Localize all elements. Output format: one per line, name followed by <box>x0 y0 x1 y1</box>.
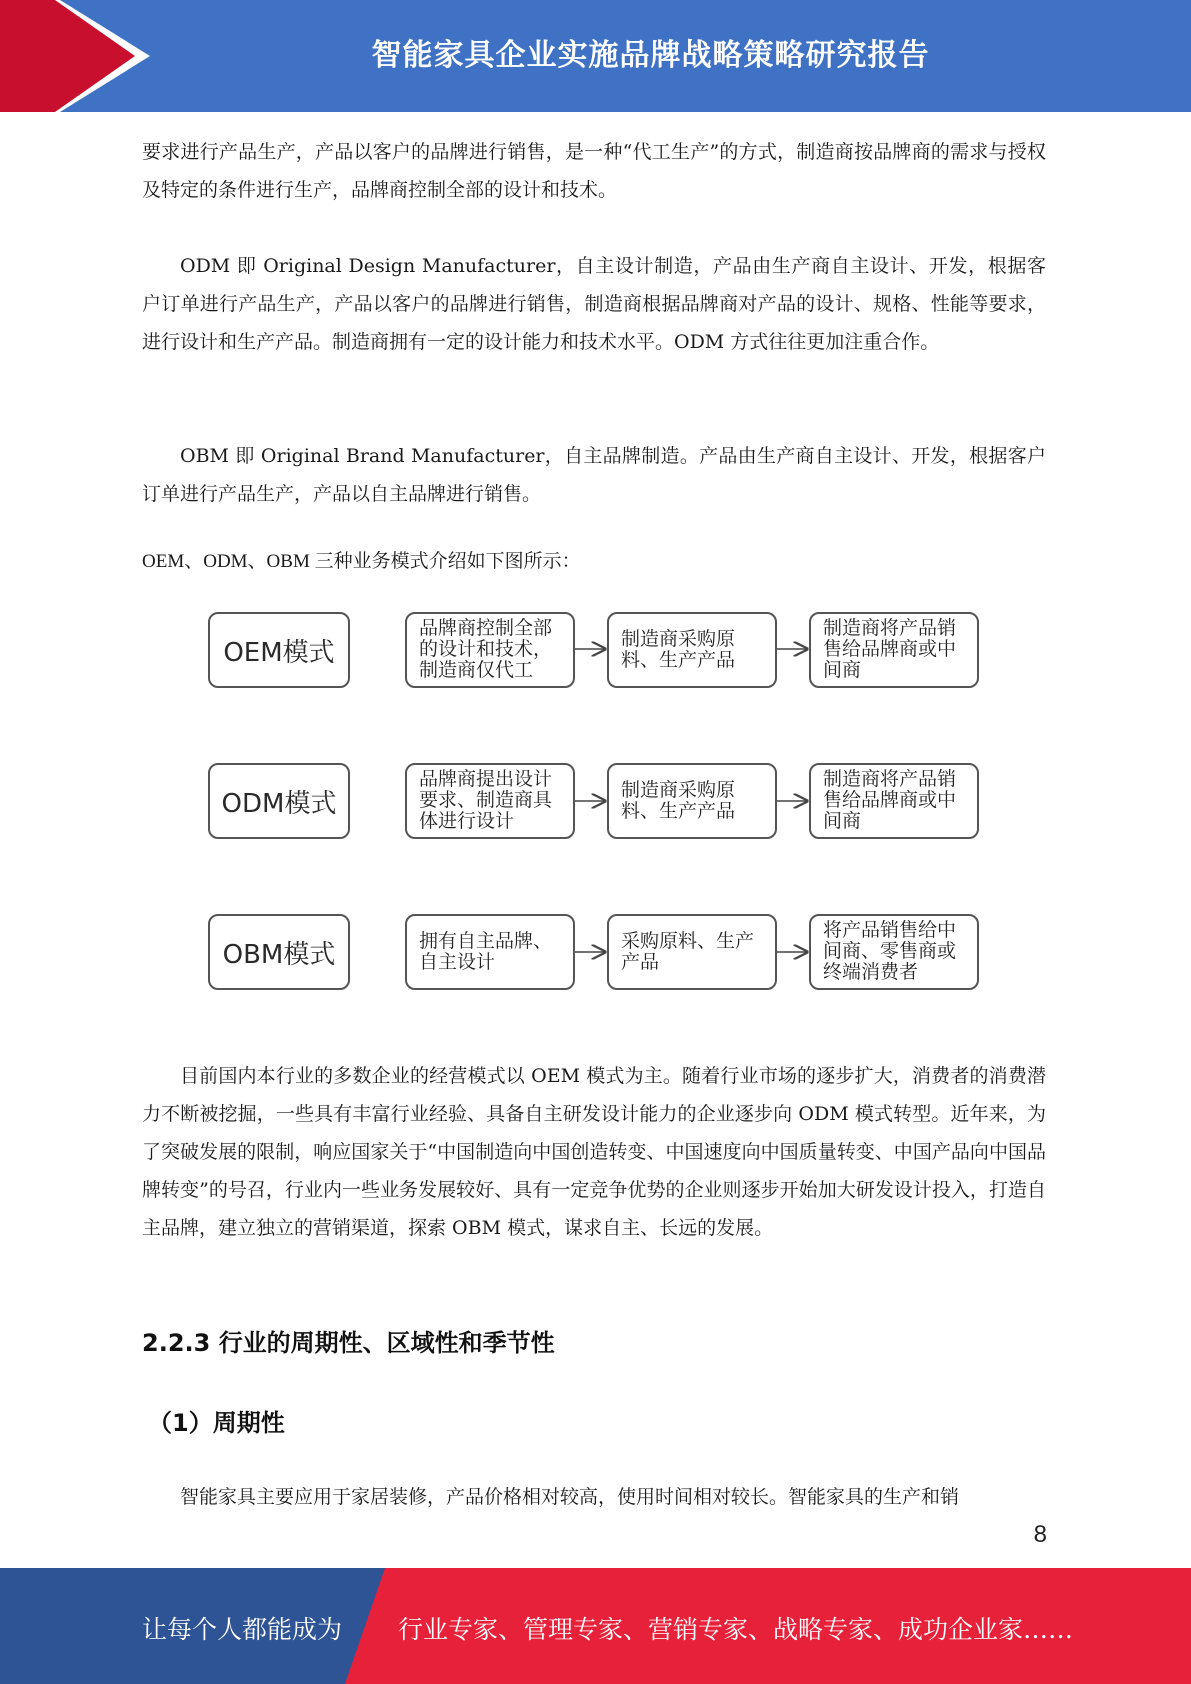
obm-step-3: 将产品销售给中间商、零售商或终端消费者 <box>809 914 979 990</box>
header-arrow-decoration <box>0 0 160 112</box>
paragraph-text: 智能家具主要应用于家居装修，产品价格相对较高，使用时间相对较长。智能家具的生产和销 <box>180 1486 960 1508</box>
page-footer <box>0 1568 1191 1684</box>
paragraph-odm <box>142 247 1046 361</box>
page-header <box>0 0 1191 112</box>
footer-slogan-left: 让每个人都能成为 <box>142 1615 343 1644</box>
odm-mode-box: ODM模式 <box>208 763 350 839</box>
caption-text: OEM、ODM、OBM 三种业务模式介绍如下图所示： <box>142 551 581 572</box>
paragraph-obm <box>142 437 1046 513</box>
oem-mode-box: OEM模式 <box>208 612 350 688</box>
oem-step-3: 制造商将产品销售给品牌商或中间商 <box>809 612 979 688</box>
business-model-diagram <box>200 600 1000 1010</box>
header-title: 智能家具企业实施品牌战略策略研究报告 <box>371 38 930 73</box>
paragraph-text: 目前国内本行业的多数企业的经营模式以 OEM 模式为主。随着行业市场的逐步扩大，消费者的消费潜力不断被挖掘，一些具有丰富行业经验、具备自主研发设计能力的企业逐步向 ODM 模式转型。近年来，为了突破发展的限制，响应国家关于“中国制造向中国创造转变、中国速度向中国质量转变、中国产品向中国品牌转变”的号召，行业内一些业务发展较好、具有一定竞争优势的企业则逐步开始加大研发设计投入，打造自主品牌，建立独立的营销渠道，探索 OBM 模式，谋求自主、长远的发展。 <box>142 1065 1046 1239</box>
paragraph-text: OBM 即 Original Brand Manufacturer，自主品牌制造。产品由生产商自主设计、开发，根据客户订单进行产品生产，产品以自主品牌进行销售。 <box>142 445 1046 505</box>
obm-mode-box: OBM模式 <box>208 914 350 990</box>
paragraph-oem-continued <box>142 133 1046 209</box>
paragraph-cyclicality <box>142 1478 1046 1516</box>
diagram-caption <box>142 543 1046 581</box>
odm-step-3: 制造商将产品销售给品牌商或中间商 <box>809 763 979 839</box>
oem-step-1: 品牌商控制全部的设计和技术，制造商仅代工 <box>405 612 575 688</box>
footer-slogan-right: 行业专家、管理专家、营销专家、战略专家、成功企业家…… <box>398 1615 1074 1644</box>
subsection-heading: （1）周期性 <box>148 1409 285 1437</box>
odm-step-1: 品牌商提出设计要求、制造商具体进行设计 <box>405 763 575 839</box>
obm-step-1: 拥有自主品牌、自主设计 <box>405 914 575 990</box>
obm-step-2: 采购原料、生产产品 <box>607 914 777 990</box>
paragraph-text: ODM 即 Original Design Manufacturer，自主设计制造，产品由生产商自主设计、开发，根据客户订单进行产品生产，产品以客户的品牌进行销售，制造商根据品牌商对产品的设计、规格、性能等要求，进行设计和生产产品。制造商拥有一定的设计能力和技术水平。ODM 方式往往更加注重合作。 <box>142 255 1046 353</box>
page-number: 8 <box>1033 1521 1047 1548</box>
paragraph-text: 要求进行产品生产，产品以客户的品牌进行销售，是一种“代工生产”的方式，制造商按品牌商的需求与授权及特定的条件进行生产，品牌商控制全部的设计和技术。 <box>142 141 1046 201</box>
odm-step-2: 制造商采购原料、生产产品 <box>607 763 777 839</box>
section-heading: 2.2.3 行业的周期性、区域性和季节性 <box>142 1329 555 1357</box>
paragraph-industry-status <box>142 1057 1046 1247</box>
oem-step-2: 制造商采购原料、生产产品 <box>607 612 777 688</box>
